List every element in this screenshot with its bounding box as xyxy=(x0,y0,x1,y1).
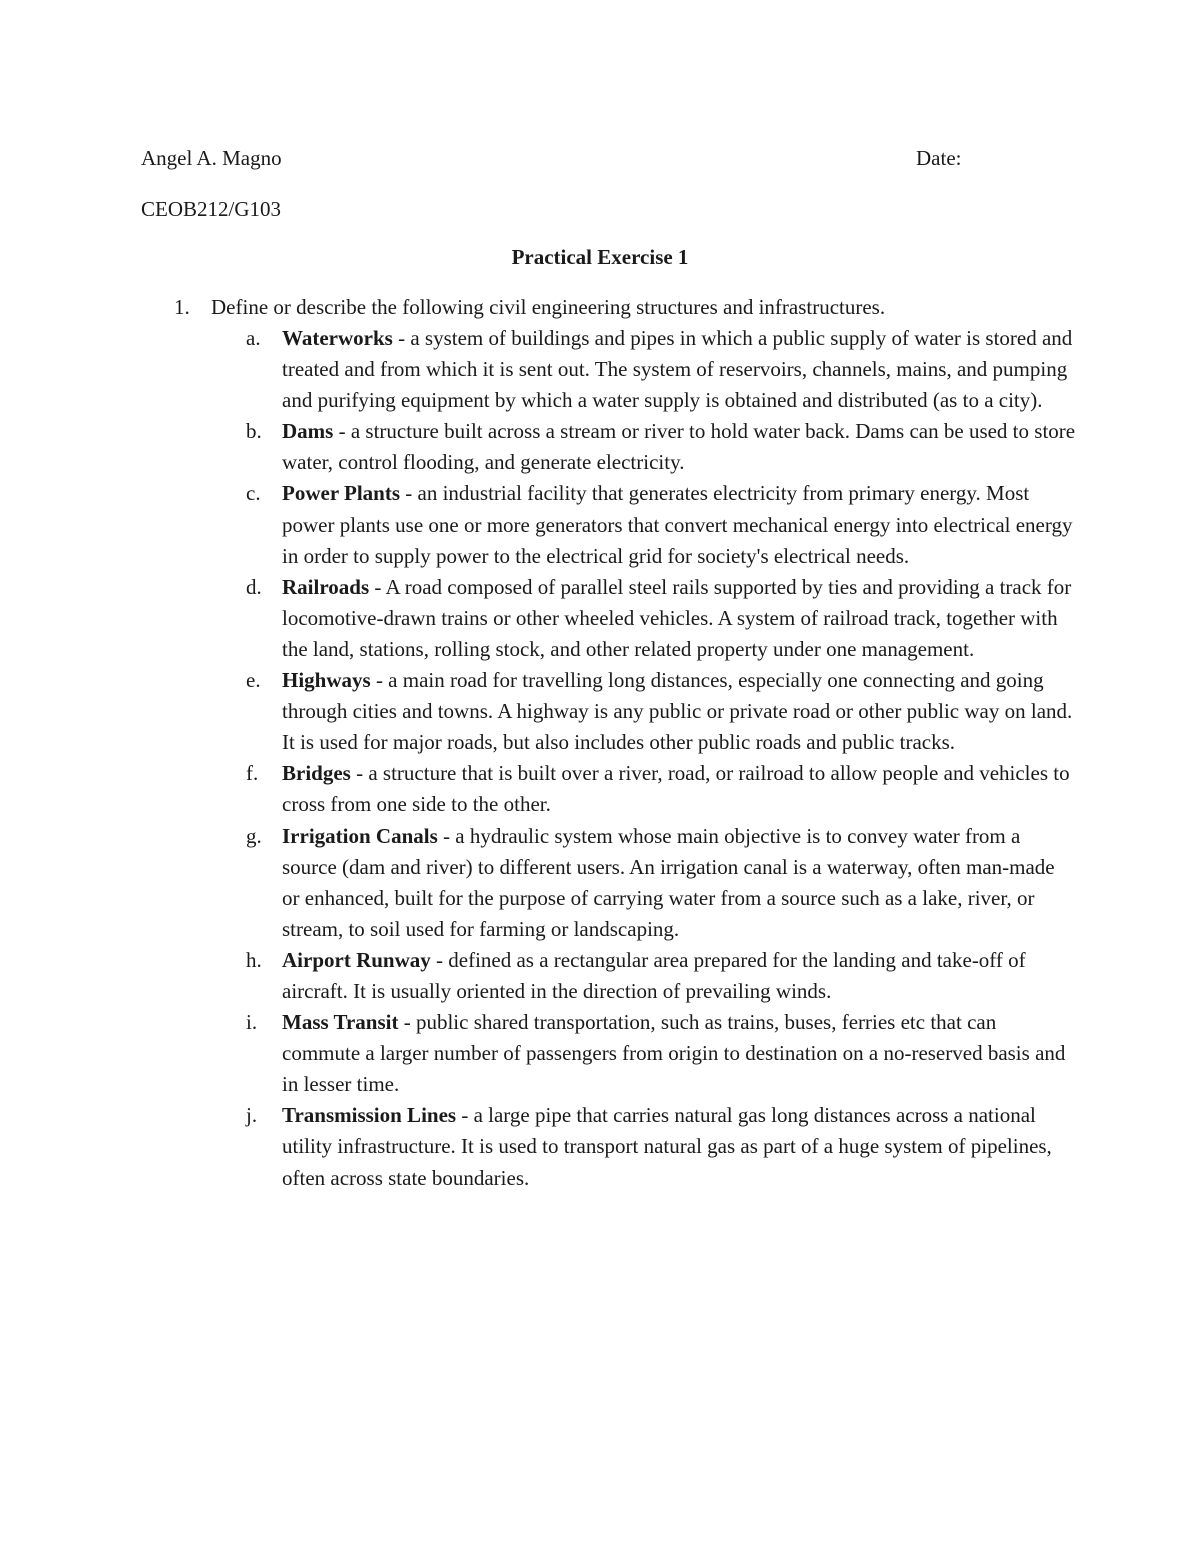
item-definition: - defined as a rectangular area prepared for the landing and take-off of aircraft. It is usually oriented in the direction of prevailing winds. xyxy=(282,947,1026,1003)
definition-item-highways xyxy=(246,665,1076,758)
item-term: Dams xyxy=(282,419,334,444)
definition-item-irrigation-canals xyxy=(246,821,1076,945)
item-term: Railroads xyxy=(282,574,370,599)
definition-item-waterworks xyxy=(246,323,1076,416)
question-number: 1. xyxy=(174,295,190,319)
item-term: Transmission Lines xyxy=(282,1103,457,1128)
item-definition: - an industrial facility that generates electricity from primary energy. Most power plants use one or more generators that convert mechanical energy into electrical energy in order to supply power to the electrical grid for society's electrical needs. xyxy=(282,481,1073,568)
definition-list xyxy=(246,323,1076,1194)
question-1 xyxy=(141,292,885,323)
item-definition: - a hydraulic system whose main objective is to convey water from a source (dam and river) to different users. An irrigation canal is a waterway, often man-made or enhanced, built for the purpose of carrying water from a source such as a lake, river, or stream, to soil used for farming or landscaping. xyxy=(282,823,1055,941)
item-term: Highways xyxy=(282,668,371,693)
item-marker: j. xyxy=(246,1103,258,1128)
definition-item-airport-runway xyxy=(246,945,1076,1007)
date-label: Date: xyxy=(916,146,962,170)
definition-item-mass-transit xyxy=(246,1007,1076,1100)
page-title: Practical Exercise 1 xyxy=(511,245,689,269)
item-term: Waterworks xyxy=(282,326,393,350)
item-definition: - a structure built across a stream or river to hold water back. Dams can be used to store water, control flooding, and generate electricity. xyxy=(282,419,1076,475)
item-marker: d. xyxy=(246,574,262,599)
item-marker: b. xyxy=(246,419,262,444)
item-marker: i. xyxy=(246,1010,258,1035)
item-definition: - a structure that is built over a river, road, or railroad to allow people and vehicles to cross from one side to the other. xyxy=(282,761,1070,817)
item-term: Mass Transit xyxy=(282,1010,399,1035)
item-marker: h. xyxy=(246,947,262,972)
definition-item-dams xyxy=(246,416,1076,478)
item-marker: f. xyxy=(246,761,259,786)
definition-item-railroads xyxy=(246,572,1076,665)
item-term: Power Plants xyxy=(282,481,401,506)
definition-item-power-plants xyxy=(246,478,1076,571)
item-term: Bridges xyxy=(282,761,351,786)
question-text: Define or describe the following civil engineering structures and infrastructures. xyxy=(211,295,886,319)
item-term: Irrigation Canals xyxy=(282,823,438,848)
item-marker: c. xyxy=(246,481,261,506)
item-definition: - A road composed of parallel steel rails supported by ties and providing a track for locomotive-drawn trains or other wheeled vehicles. A system of railroad track, together with the land, stations, rolling stock, and other related property under one management. xyxy=(282,574,1072,661)
item-definition: - a system of buildings and pipes in which a public supply of water is stored and treated and from which it is sent out. The system of reservoirs, channels, mains, and pumping and purifying equipment by which a water supply is obtained and distributed (as to a city). xyxy=(282,326,1073,413)
course-section: CEOB212/G103 xyxy=(141,197,282,221)
item-definition: - a large pipe that carries natural gas long distances across a national utility infrastructure. It is used to transport natural gas as part of a huge system of pipelines, often across state boundaries. xyxy=(282,1103,1052,1190)
definition-item-bridges xyxy=(246,758,1076,820)
definition-item-transmission-lines xyxy=(246,1100,1076,1193)
item-marker: a. xyxy=(246,326,261,350)
item-definition: - a main road for travelling long distances, especially one connecting and going through cities and towns. A highway is any public or private road or other public way on land. It is used for major roads, but also includes other public roads and public tracks. xyxy=(282,668,1073,755)
item-definition: - public shared transportation, such as trains, buses, ferries etc that can commute a larger number of passengers from origin to destination on a no-reserved basis and in lesser time. xyxy=(282,1010,1066,1097)
item-term: Airport Runway xyxy=(282,947,431,972)
item-marker: g. xyxy=(246,823,262,848)
item-marker: e. xyxy=(246,668,261,693)
student-name: Angel A. Magno xyxy=(141,146,282,170)
